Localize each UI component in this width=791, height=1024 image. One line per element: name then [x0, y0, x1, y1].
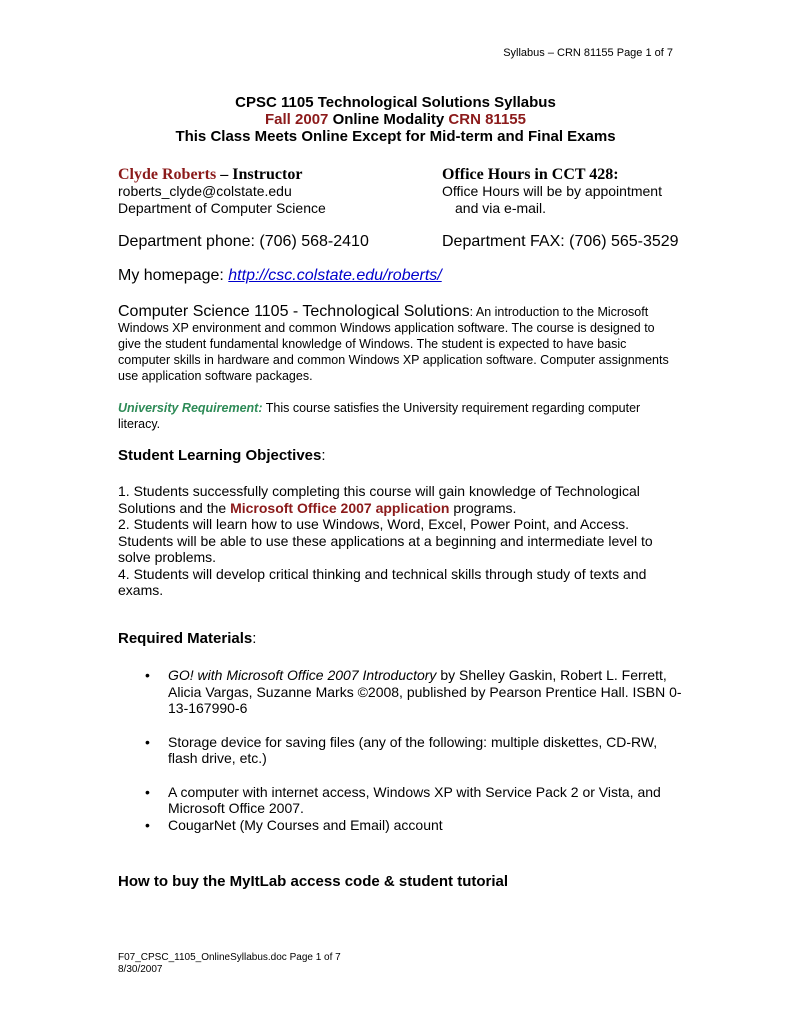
objectives-list [118, 483, 678, 599]
objective-2: 2. Students will learn how to use Windows, Word, Excel, Power Point, and Access. Students will be able to use these applications at a beginning and intermediate level to solve problems. [118, 516, 653, 565]
list-item [145, 817, 685, 834]
homepage-link[interactable]: http://csc.colstate.edu/roberts/ [228, 267, 442, 284]
course-description [118, 304, 678, 384]
materials-list [145, 667, 685, 833]
office-hours-heading: Office Hours in CCT 428: [442, 166, 619, 183]
title-line-1: CPSC 1105 Technological Solutions Syllabus [235, 94, 556, 111]
instructor-heading [118, 166, 326, 183]
department-phone: Department phone: (706) 568-2410 [118, 233, 369, 250]
list-item [145, 784, 685, 817]
storage-device: Storage device for saving files (any of the following: multiple diskettes, CD-RW, flash drive, etc.) [168, 733, 658, 766]
university-requirement-text: This course satisfies the University requirement regarding computer literacy. [118, 401, 641, 431]
page-footer [118, 952, 341, 976]
document-title [0, 94, 791, 145]
materials-heading [118, 630, 256, 647]
objectives-heading-text: Student Learning Objectives [118, 447, 322, 464]
book-details: by Shelley Gaskin, Robert L. Ferrett, Alicia Vargas, Suzanne Marks ©2008, published by Pearson Prentice Hall. ISBN 0-13-167990-6 [168, 667, 682, 716]
bullet-icon: • [145, 816, 150, 833]
instructor-name: Clyde Roberts [118, 166, 217, 183]
page-header: Syllabus – CRN 81155 Page 1 of 7 [503, 47, 673, 59]
objectives-heading [118, 447, 326, 464]
list-item [145, 667, 685, 717]
course-heading: Computer Science 1105 - Technological Solutions [118, 303, 470, 320]
university-requirement [118, 400, 678, 432]
materials-heading-colon: : [252, 630, 257, 647]
office-hours [442, 166, 662, 217]
objectives-heading-colon: : [321, 447, 326, 464]
crn-label: CRN 81155 [448, 111, 526, 128]
bullet-icon: • [145, 783, 150, 800]
bullet-icon: • [145, 667, 150, 683]
title-line-2 [0, 111, 791, 128]
computer-requirement: A computer with internet access, Windows XP with Service Pack 2 or Vista, and Microsoft Office 2007. [168, 783, 661, 816]
department-fax: Department FAX: (706) 565-3529 [442, 233, 679, 250]
instructor-email: roberts_clyde@colstate.edu [118, 183, 292, 199]
mylab-heading: How to buy the MyItLab access code & student tutorial [118, 873, 509, 890]
objective-1-text-c: programs. [449, 499, 517, 516]
homepage-label: My homepage: [118, 267, 229, 284]
modality-label: Online Modality [332, 111, 445, 128]
title-line-3: This Class Meets Online Except for Mid-term and Final Exams [175, 128, 616, 145]
objective-4: 4. Students will develop critical thinking and technical skills through study of texts and exams. [118, 565, 647, 598]
list-item [145, 734, 685, 767]
office-hours-line-1: Office Hours will be by appointment [442, 183, 662, 199]
cougarnet-account: CougarNet (My Courses and Email) account [168, 816, 443, 833]
office-hours-line-2: and via e-mail. [455, 200, 547, 216]
course-description-text: : An introduction to the Microsoft Windows XP environment and common Windows application software. The course is designed to give the student fundamental knowledge of Windows. The student is expected to have basic computer skills in hardware and common Windows XP application software. Computer assignments use application software packages. [118, 305, 669, 383]
book-title: GO! with Microsoft Office 2007 Introductory [168, 667, 437, 683]
objective-1 [118, 483, 678, 516]
homepage-line [118, 267, 442, 285]
bullet-icon: • [145, 733, 150, 750]
footer-date: 8/30/2007 [118, 964, 163, 975]
materials-heading-text: Required Materials [118, 630, 253, 647]
instructor-department: Department of Computer Science [118, 200, 326, 216]
instructor-role: – Instructor [216, 166, 303, 183]
term-label: Fall 2007 [265, 111, 329, 128]
instructor-info [118, 166, 326, 217]
objective-1-text-a: 1. Students successfully completing this course will gain knowledge of Technological Solutions and the [118, 483, 640, 516]
university-requirement-label: University Requirement: [118, 401, 263, 415]
objective-1-highlight: Microsoft Office 2007 application [230, 499, 450, 516]
footer-filename: F07_CPSC_1105_OnlineSyllabus.doc Page 1 of 7 [118, 952, 341, 963]
